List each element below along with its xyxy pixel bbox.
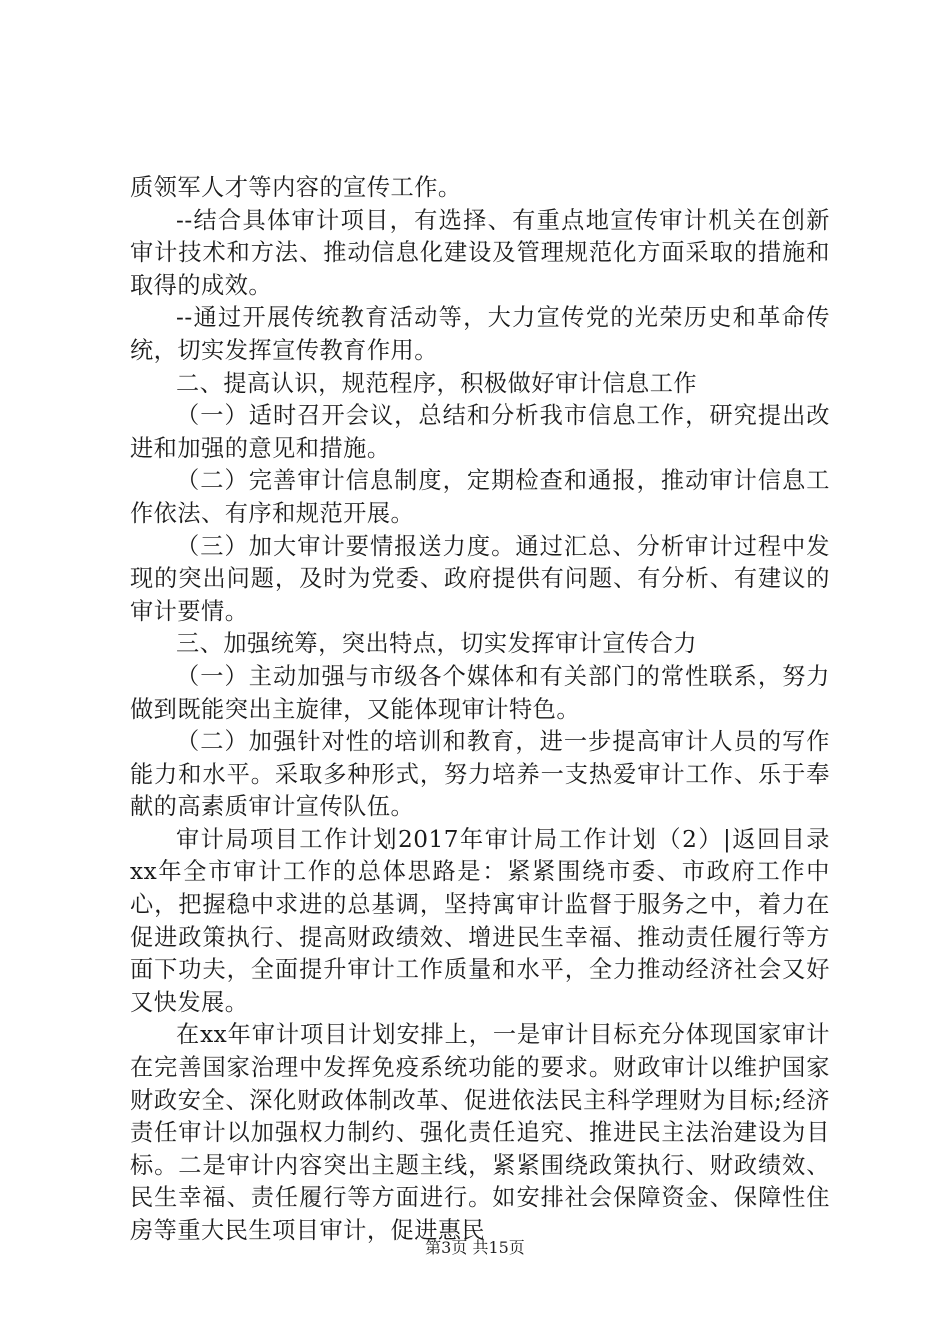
section-heading: 二、提高认识，规范程序，积极做好审计信息工作 [176,369,698,397]
paragraph: 审计局项目工作计划2017年审计局工作计划（2）|返回目录xx年全市审计工作的总体思路是：紧紧围绕市委、市政府工作中心，把握稳中求进的总基调，坚持寓审计监督于服务之中，着力在促进政策执行、提高财政绩效、增进民生幸福、推动责任履行等方面下功夫，全面提升审计工作质量和水平，全力推动经济社会又好又快发展。 [130,825,830,1016]
paragraph: （一）主动加强与市级各个媒体和有关部门的常性联系，努力做到既能突出主旋律，又能体现审计特色。 [130,662,830,723]
paragraph: （二）完善审计信息制度，定期检查和通报，推动审计信息工作依法、有序和规范开展。 [130,467,830,527]
paragraph: （二）加强针对性的培训和教育，进一步提高审计人员的写作能力和水平。采取多种形式，努力培养一支热爱审计工作、乐于奉献的高素质审计宣传队伍。 [130,728,830,821]
paragraph: --通过开展传统教育活动等，大力宣传党的光荣历史和革命传统，切实发挥宣传教育作用。 [130,304,830,364]
section-heading: 三、加强统筹，突出特点，切实发挥审计宣传合力 [176,630,698,658]
document-body [130,172,830,1248]
paragraph: 质领军人才等内容的宣传工作。 [130,174,462,201]
paragraph: 在xx年审计项目计划安排上，一是审计目标充分体现国家审计在完善国家治理中发挥免疫系统功能的要求。财政审计以维护国家财政安全、深化财政体制改革、促进依法民主科学理财为目标;经济责任审计以加强权力制约、强化责任追究、推进民主法治建设为目标。二是审计内容突出主题主线，紧紧围绕政策执行、财政绩效、民生幸福、责任履行等方面进行。如安排社会保障资金、保障性住房等重大民生项目审计，促进惠民 [130,1021,830,1244]
paragraph: （一）适时召开会议，总结和分析我市信息工作，研究提出改进和加强的意见和措施。 [130,402,830,462]
page-number: 第3页 共15页 [425,1238,525,1257]
paragraph: （三）加大审计要情报送力度。通过汇总、分析审计过程中发现的突出问题，及时为党委、政府提供有问题、有分析、有建议的审计要情。 [130,532,830,625]
paragraph: --结合具体审计项目，有选择、有重点地宣传审计机关在创新审计技术和方法、推动信息化建设及管理规范化方面采取的措施和取得的成效。 [130,206,830,299]
